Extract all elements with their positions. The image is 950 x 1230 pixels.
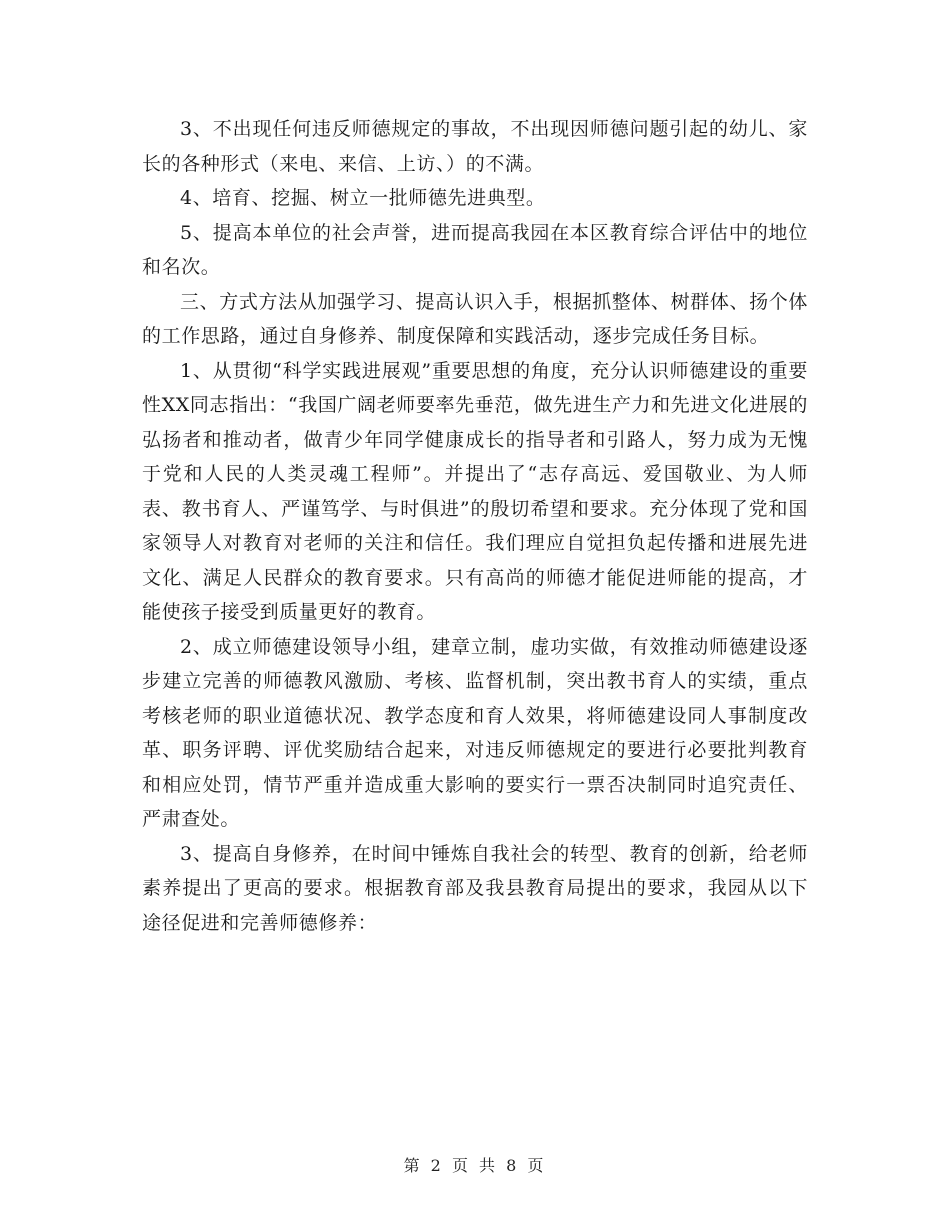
paragraph-method-3: 3、提高自身修养，在时间中锤炼自我社会的转型、教育的创新，给老师素养提出了更高的要求。根据教育部及我县教育局提出的要求，我园从以下途径促进和完善师德修养： <box>142 842 808 934</box>
document-body <box>142 112 808 940</box>
paragraph-section-3-heading: 三、方式方法从加强学习、提高认识入手，根据抓整体、树群体、扬个体的工作思路，通过自身修养、制度保障和实践活动，逐步完成任务目标。 <box>142 290 808 347</box>
paragraph-goal-5: 5、提高本单位的社会声誉，进而提高我园在本区教育综合评估中的地位和名次。 <box>142 221 808 278</box>
paragraph-method-2: 2、成立师德建设领导小组，建章立制，虚功实做，有效推动师德建设逐步建立完善的师德教风激励、考核、监督机制，突出教书育人的实绩，重点考核老师的职业道德状况、教学态度和育人效果，将师德建设同人事制度改革、职务评聘、评优奖励结合起来，对违反师德规定的要进行必要批判教育和相应处罚，情节严重并造成重大影响的要实行一票否决制同时追究责任、严肃查处。 <box>142 635 808 830</box>
paragraph-goal-4: 4、培育、挖掘、树立一批师德先进典型。 <box>180 187 546 209</box>
page-number-footer: 第 2 页 共 8 页 <box>403 1156 547 1175</box>
paragraph-goal-3: 3、不出现任何违反师德规定的事故，不出现因师德问题引起的幼儿、家长的各种形式（来电、来信、上访、）的不满。 <box>142 118 808 175</box>
paragraph-method-1: 1、从贯彻“科学实践进展观”重要思想的角度，充分认识师德建设的重要性XX同志指出：“我国广阔老师要率先垂范，做先进生产力和先进文化进展的弘扬者和推动者，做青少年同学健康成长的指导者和引路人，努力成为无愧于党和人民的人类灵魂工程师”。并提出了“志存高远、爱国敬业、为人师表、教书育人、严谨笃学、与时俱进”的殷切希望和要求。充分体现了党和国家领导人对教育对老师的关注和信任。我们理应自觉担负起传播和进展先进文化、满足人民群众的教育要求。只有高尚的师德才能促进师能的提高，才能使孩子接受到质量更好的教育。 <box>142 359 808 623</box>
